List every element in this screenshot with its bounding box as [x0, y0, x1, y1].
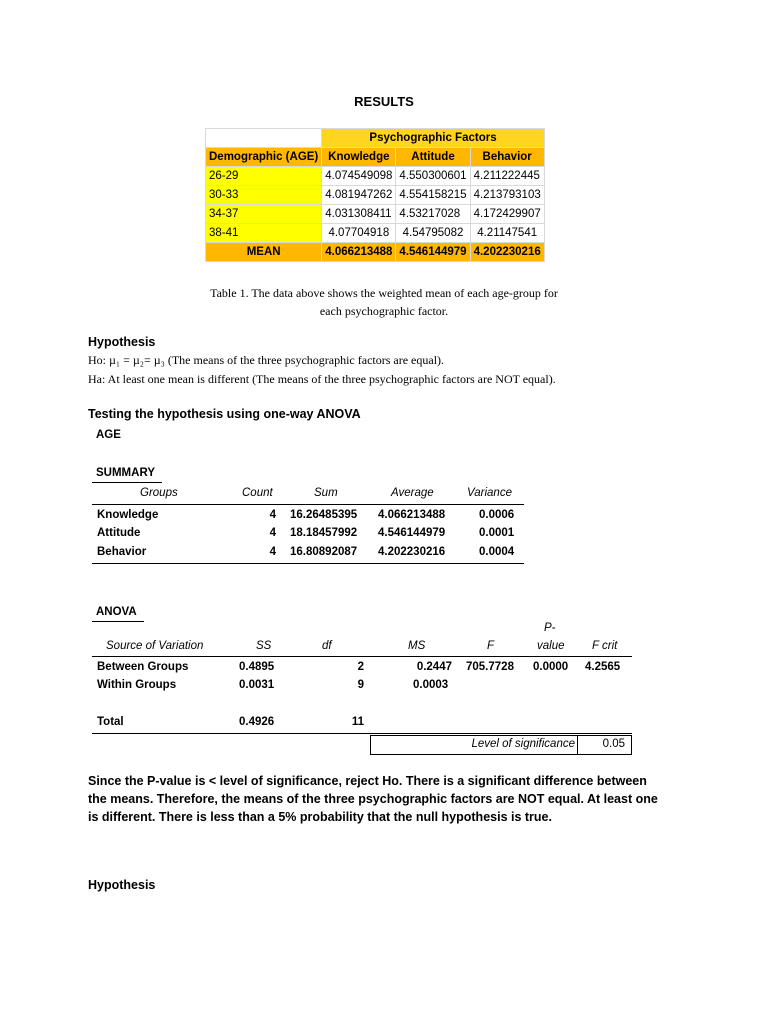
f-value: 705.7728: [466, 661, 514, 673]
count-value: 4: [269, 527, 276, 539]
value-cell: 4.081947262: [322, 186, 396, 205]
value-cell: 4.172429907: [470, 205, 544, 224]
col-count: Count: [242, 487, 273, 499]
significance-label: Level of significance: [471, 738, 575, 750]
group-name: Behavior: [97, 546, 147, 558]
sum-value: 16.26485395: [290, 509, 358, 521]
sum-value: 18.18457992: [290, 527, 358, 539]
value-cell: 4.53217028: [396, 205, 470, 224]
col-source: Source of Variation: [106, 640, 204, 652]
count-value: 4: [269, 509, 276, 521]
table-caption: [0, 284, 768, 320]
source-name: Between Groups: [97, 661, 189, 673]
conclusion-paragraph: Since the P-value is < level of significance, reject Ho. There is a significant difference between the means. Therefore, the means of the three psychographic factors are NOT equal. At least one is different. There is less than a 5% probability that the null hypothesis is true.: [88, 774, 658, 824]
col-groups: Groups: [140, 487, 178, 499]
ss-value: 0.4895: [239, 661, 275, 673]
header-demographic: Demographic (AGE): [206, 148, 322, 167]
group-name: Knowledge: [97, 509, 159, 521]
hypothesis-heading-2: Hypothesis: [88, 878, 156, 892]
table-row: [206, 224, 545, 243]
value-cell: 4.07704918: [322, 224, 396, 243]
header-behavior: Behavior: [470, 148, 544, 167]
df-value: 2: [357, 661, 364, 673]
average-value: 4.546144979: [378, 527, 446, 539]
anova-test-heading: Testing the hypothesis using one-way ANOVA: [88, 407, 361, 421]
ss-value: 0.4926: [239, 716, 275, 728]
average-value: 4.202230216: [378, 546, 446, 558]
table-row: [206, 167, 545, 186]
value-cell: 4.031308411: [322, 205, 396, 224]
value-cell: 4.54795082: [396, 224, 470, 243]
age-group-cell: 30-33: [206, 186, 322, 205]
weighted-mean-table: [205, 128, 545, 262]
table-row: [206, 186, 545, 205]
blank-corner-cell: [206, 129, 322, 148]
header-knowledge: Knowledge: [322, 148, 396, 167]
significance-value: 0.05: [602, 738, 625, 750]
summary-label: SUMMARY: [96, 467, 155, 479]
value-cell: 4.074549098: [322, 167, 396, 186]
p-value: 0.0000: [533, 661, 569, 673]
variance-value: 0.0004: [479, 546, 515, 558]
caption-line-2: each psychographic factor.: [319, 304, 449, 318]
col-f: F: [487, 640, 495, 652]
count-value: 4: [269, 546, 276, 558]
col-p-top: P-: [544, 622, 556, 634]
caption-line-1: Table 1. The data above shows the weighted mean of each age-group for: [210, 286, 558, 300]
significance-box: [370, 735, 632, 755]
summary-underline: [92, 482, 162, 483]
col-df: df: [322, 640, 332, 652]
value-cell: 4.213793103: [470, 186, 544, 205]
summary-header-rule: [92, 504, 524, 505]
col-ss: SS: [256, 640, 272, 652]
sum-value: 16.80892087: [290, 546, 358, 558]
anova-label: ANOVA: [96, 606, 137, 618]
average-value: 4.066213488: [378, 509, 446, 521]
age-label: AGE: [96, 429, 121, 441]
ss-value: 0.0031: [239, 679, 275, 691]
mean-value: 4.202230216: [470, 243, 544, 262]
value-cell: 4.550300601: [396, 167, 470, 186]
group-name: Attitude: [97, 527, 141, 539]
anova-underline: [92, 621, 144, 622]
col-p-bottom: value: [537, 640, 565, 652]
anova-header-rule: [92, 656, 632, 657]
table-row: [206, 205, 545, 224]
col-average: Average: [391, 487, 434, 499]
age-group-cell: 34-37: [206, 205, 322, 224]
mean-label: MEAN: [206, 243, 322, 262]
ms-value: 0.0003: [413, 679, 449, 691]
value-cell: 4.554158215: [396, 186, 470, 205]
null-hypothesis: Ho: µ₁ = µ₂= µ₃ (The means of the three psychographic factors are equal).: [88, 353, 445, 367]
source-name: Within Groups: [97, 679, 177, 691]
age-group-cell: 26-29: [206, 167, 322, 186]
header-attitude: Attitude: [396, 148, 470, 167]
mean-row: [206, 243, 545, 262]
mean-value: 4.546144979: [396, 243, 470, 262]
fcrit-value: 4.2565: [585, 661, 621, 673]
df-value: 11: [351, 716, 364, 728]
psychographic-factors-header: Psychographic Factors: [322, 129, 544, 148]
col-fcrit: F crit: [592, 640, 618, 652]
value-cell: 4.21147541: [470, 224, 544, 243]
value-cell: 4.211222445: [470, 167, 544, 186]
col-ms: MS: [408, 640, 426, 652]
source-name: Total: [97, 716, 124, 728]
mean-value: 4.066213488: [322, 243, 396, 262]
hypothesis-heading: Hypothesis: [88, 335, 156, 349]
variance-value: 0.0001: [479, 527, 515, 539]
col-sum: Sum: [314, 487, 338, 499]
ms-value: 0.2447: [416, 661, 452, 673]
df-value: 9: [357, 679, 364, 691]
summary-bottom-rule: [92, 563, 524, 564]
alternative-hypothesis: Ha: At least one mean is different (The means of the three psychographic factors are NOT equal).: [88, 372, 556, 386]
variance-value: 0.0006: [479, 509, 515, 521]
anova-bottom-rule: [92, 733, 632, 734]
significance-divider: [577, 736, 578, 754]
age-group-cell: 38-41: [206, 224, 322, 243]
col-variance: Variance: [467, 487, 512, 499]
page-title: RESULTS: [354, 94, 414, 109]
